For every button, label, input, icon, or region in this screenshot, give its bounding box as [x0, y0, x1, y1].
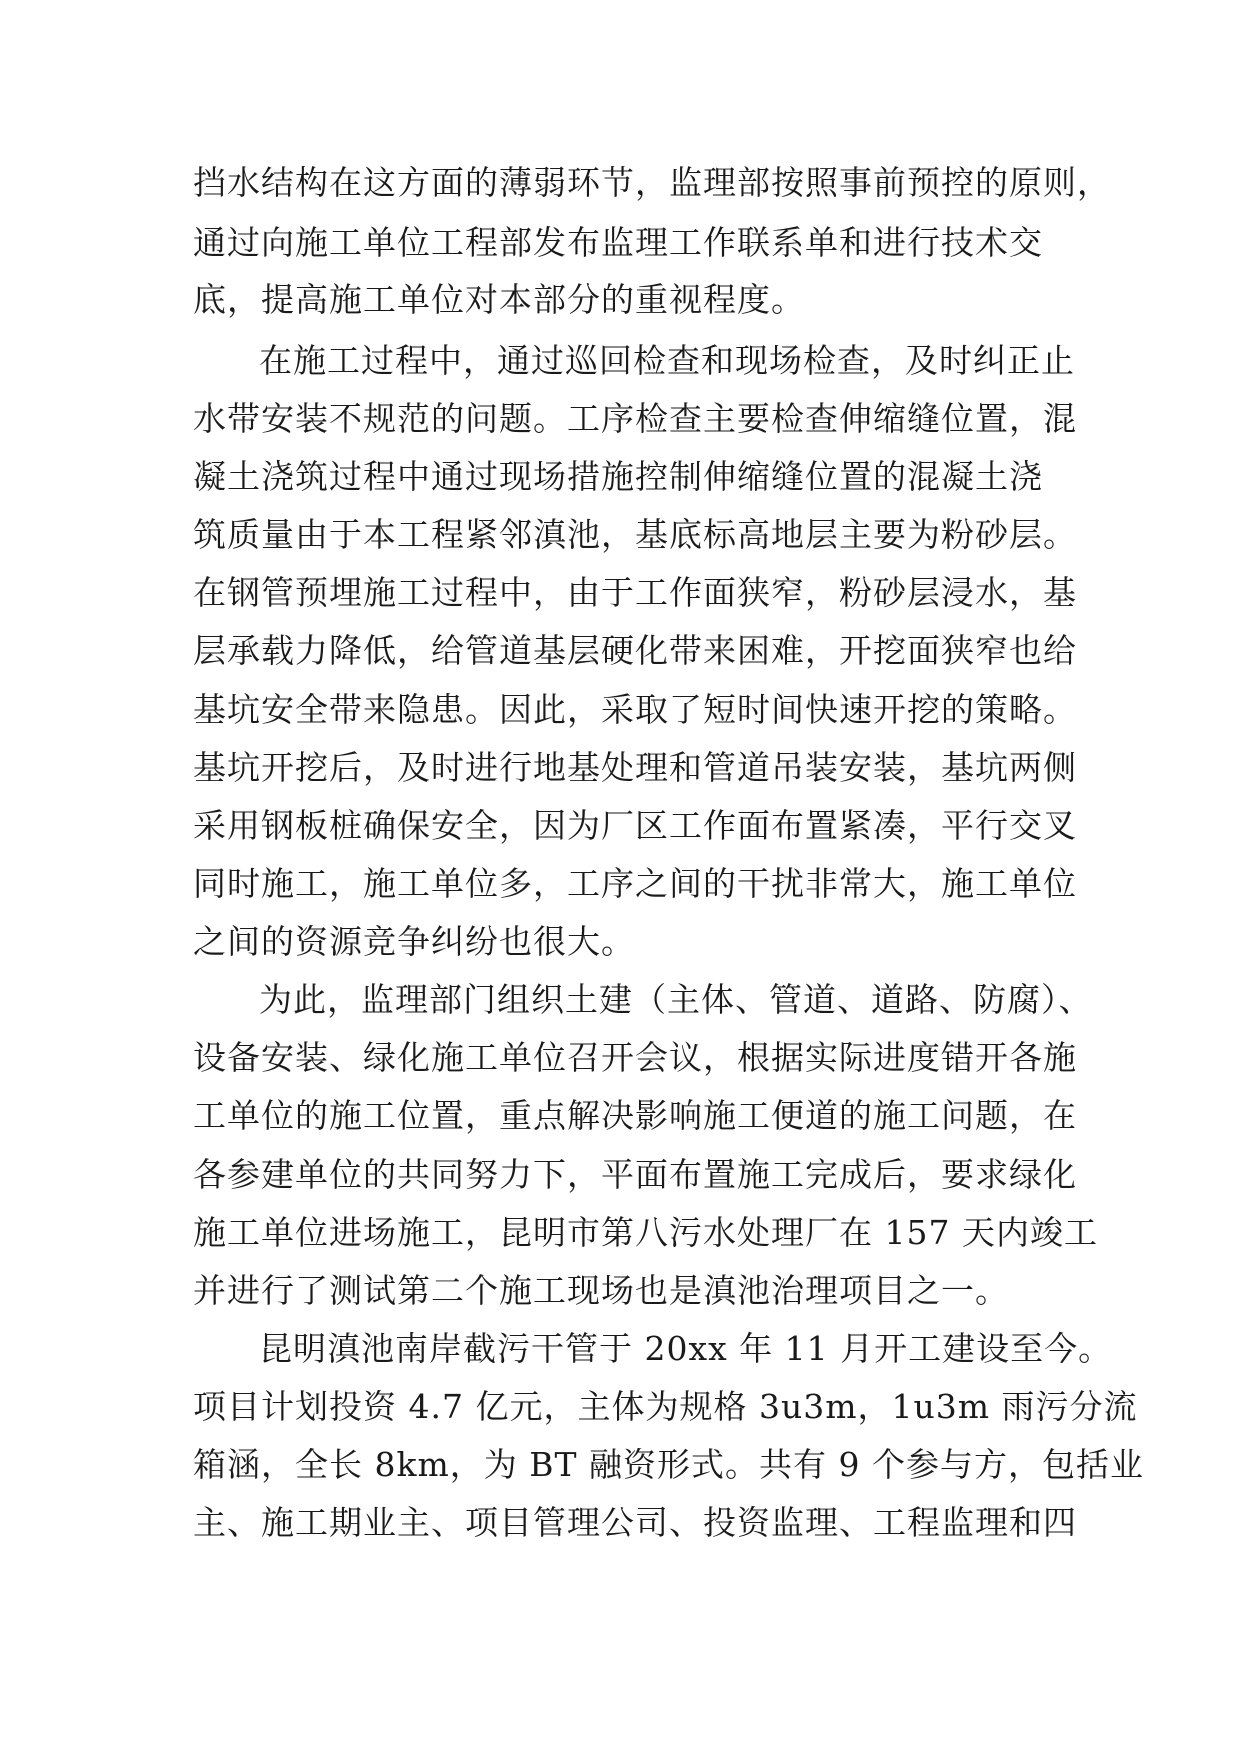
text-line: 层承载力降低，给管道基层硬化带来困难，开挖面狭窄也给 — [193, 631, 1077, 670]
text-line: 凝土浇筑过程中通过现场措施控制伸缩缝位置的混凝土浇 — [193, 457, 1043, 496]
text-line: 之间的资源竞争纠纷也很大。 — [193, 922, 635, 961]
text-line: 挡水结构在这方面的薄弱环节，监理部按照事前预控的原则， — [193, 163, 1111, 202]
text-line: 箱涵，全长 8km，为 BT 融资形式。共有 9 个参与方，包括业 — [193, 1445, 1144, 1484]
text-line: 主、施工期业主、项目管理公司、投资监理、工程监理和四 — [193, 1503, 1077, 1542]
text-line: 工单位的施工位置，重点解决影响施工便道的施工问题，在 — [193, 1096, 1077, 1135]
text-line: 项目计划投资 4.7 亿元，主体为规格 3u3m，1u3m 雨污分流 — [193, 1387, 1138, 1426]
text-line: 施工单位进场施工，昆明市第八污水处理厂在 157 天内竣工 — [193, 1213, 1098, 1252]
text-line: 通过向施工单位工程部发布监理工作联系单和进行技术交 — [193, 223, 1043, 262]
text-line: 并进行了测试第二个施工现场也是滇池治理项目之一。 — [193, 1271, 1009, 1310]
text-line: 设备安装、绿化施工单位召开会议，根据实际进度错开各施 — [193, 1038, 1077, 1077]
text-line: 底，提高施工单位对本部分的重视程度。 — [193, 280, 805, 319]
text-line: 基坑开挖后，及时进行地基处理和管道吊装安装，基坑两侧 — [193, 748, 1077, 787]
text-line: 各参建单位的共同努力下，平面布置施工完成后，要求绿化 — [193, 1155, 1077, 1194]
text-line: 同时施工，施工单位多，工序之间的干扰非常大，施工单位 — [193, 864, 1077, 903]
text-line: 筑质量由于本工程紧邻滇池，基底标高地层主要为粉砂层。 — [193, 515, 1077, 554]
text-line: 在钢管预埋施工过程中，由于工作面狭窄，粉砂层浸水，基 — [193, 573, 1077, 612]
paragraph-first-line: 为此，监理部门组织土建（主体、管道、道路、防腐）、 — [259, 980, 1093, 1019]
paragraph-first-line: 在施工过程中，通过巡回检查和现场检查，及时纠正止 — [259, 341, 1075, 380]
text-line: 采用钢板桩确保安全，因为厂区工作面布置紧凑，平行交叉 — [193, 806, 1077, 845]
paragraph-first-line: 昆明滇池南岸截污干管于 20xx 年 11 月开工建设至今。 — [259, 1329, 1113, 1368]
text-line: 基坑安全带来隐患。因此，采取了短时间快速开挖的策略。 — [193, 690, 1077, 729]
text-line: 水带安装不规范的问题。工序检查主要检查伸缩缝位置，混 — [193, 399, 1077, 438]
